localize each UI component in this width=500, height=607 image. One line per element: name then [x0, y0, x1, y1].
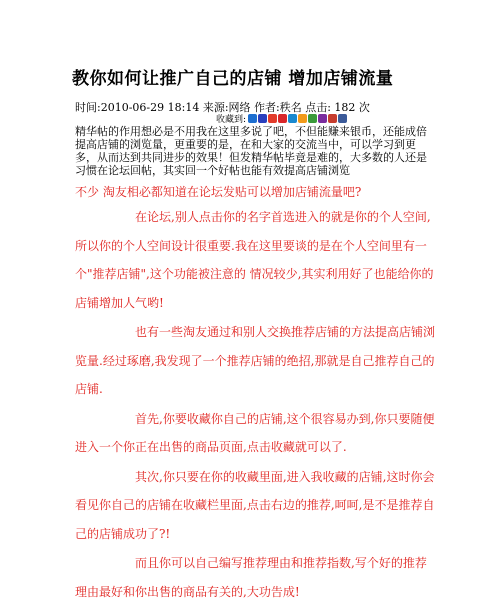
- body-paragraph: 而且你可以自己编写推荐理由和推荐指数,写个好的推荐理由最好和你出售的商品有关的,大功告成!: [75, 556, 427, 599]
- article-body: [75, 203, 435, 607]
- facebook-icon[interactable]: [338, 114, 347, 123]
- article-title: 教你如何让推广自己的店铺 增加店铺流量: [72, 69, 394, 89]
- favorite-icons: [248, 114, 347, 123]
- favorite-label: 收藏到:: [216, 115, 247, 125]
- article-summary: 精华帖的作用想必是不用我在这里多说了吧，不但能赚来银币，还能成倍提高店铺的浏览量，更重要的是，在和大家的交流当中，可以学习到更多，从而达到共同进步的效果！但发精华帖毕竟是难的，大多数的人还是习惯在论坛回帖，其实回一个好帖也能有效提高店铺浏览: [75, 125, 427, 177]
- article-question: 不少 淘友相必都知道在论坛发贴可以增加店铺流量吧?: [75, 185, 362, 199]
- sina-icon[interactable]: [278, 114, 287, 123]
- body-paragraph: 首先,你要收藏你自己的店铺,这个很容易办到,你只要随便进入一个你正在出售的商品页面,点击收藏就可以了.: [75, 411, 435, 454]
- body-paragraph: 其次,你只要在你的收藏里面,进入我收藏的店铺,这时你会看见你自己的店铺在收藏栏里面,点击右边的推荐,呵呵,是不是推荐自己的店铺成功了?!: [75, 469, 435, 541]
- article-meta: 时间:2010-06-29 18:14 来源:网络 作者:秩名 点击: 182 次: [75, 101, 370, 114]
- favorite-bar: [216, 112, 347, 125]
- kaixin-icon[interactable]: [298, 114, 307, 123]
- renren-icon[interactable]: [288, 114, 297, 123]
- google-icon[interactable]: [268, 114, 277, 123]
- body-paragraph: 也有一些淘友通过和别人交换推荐店铺的方法提高店铺浏览量.经过琢磨,我发现了一个推荐店铺的绝招,那就是自己推荐自己的店铺.: [75, 325, 436, 396]
- qq-bookmark-icon[interactable]: [248, 114, 257, 123]
- gmail-icon[interactable]: [328, 114, 337, 123]
- body-paragraph: 在论坛,别人点击你的名字首选进入的就是你的个人空间,所以你的个人空间设计很重要.我在这里要谈的是在个人空间里有一个"推荐店铺",这个功能被注意的 情况较少,其实利用好了也能给你的店铺增加人气哟!: [75, 210, 434, 310]
- baidu-icon[interactable]: [258, 114, 267, 123]
- douban-icon[interactable]: [308, 114, 317, 123]
- yahoo-icon[interactable]: [318, 114, 327, 123]
